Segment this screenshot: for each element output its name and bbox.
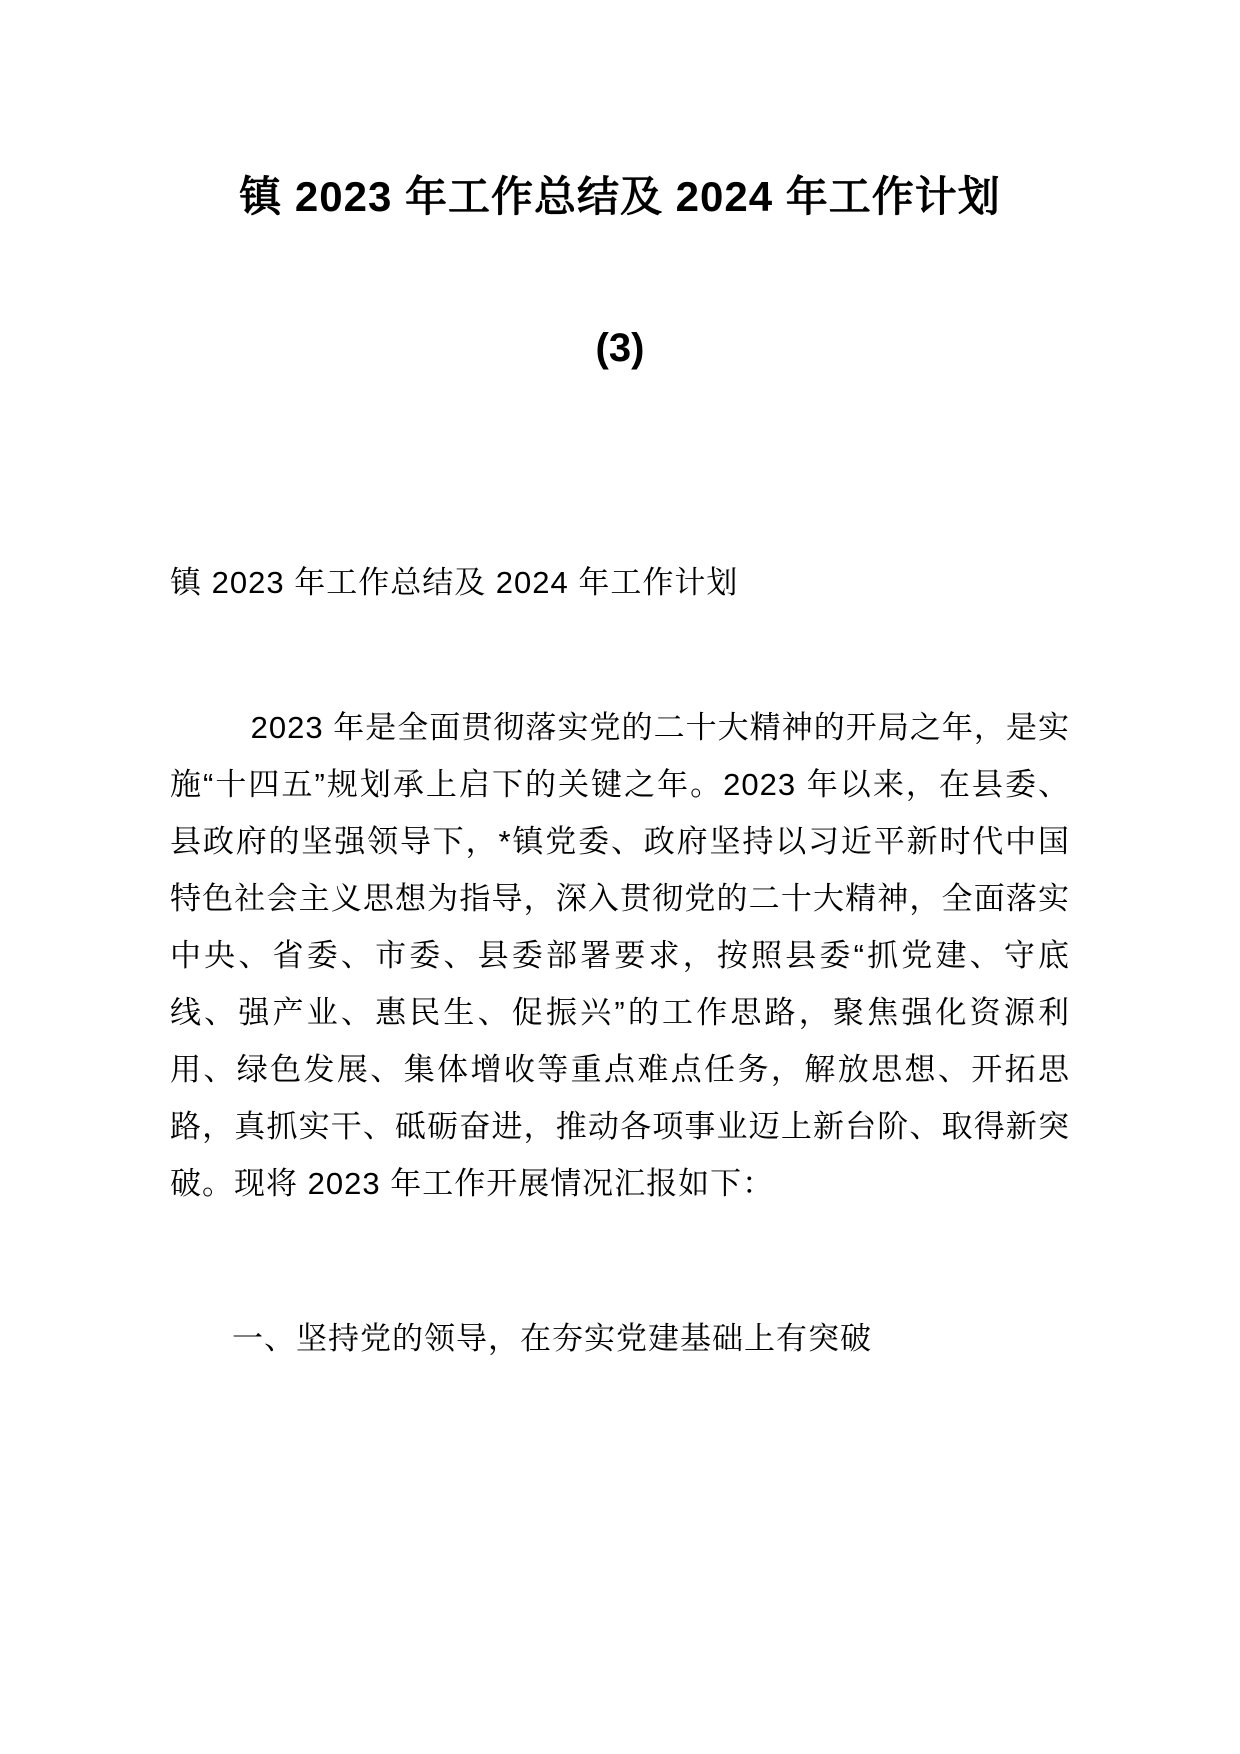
- body-heading: 镇 2023 年工作总结及 2024 年工作计划: [170, 565, 739, 601]
- paragraph-intro: 2023 年是全面贯彻落实党的二十大精神的开局之年，是实施“十四五”规划承上启下的关键之年。2023 年以来，在县委、县政府的坚强领导下，*镇党委、政府坚持以习近平新时代中国特色社会主义思想为指导，深入贯彻党的二十大精神，全面落实中央、省委、市委、县委部署要求，按照县委“抓党建、守底线、强产业、惠民生、促振兴”的工作思路，聚焦强化资源利用、绿色发展、集体增收等重点难点任务，解放思想、开拓思路，真抓实干、砥砺奋进，推动各项事业迈上新台阶、取得新突破。现将 2023 年工作开展情况汇报如下：: [170, 710, 1070, 1202]
- section-heading: 一、坚持党的领导，在夯实党建基础上有突破: [232, 1321, 872, 1357]
- document-title: 镇 2023 年工作总结及 2024 年工作计划: [239, 173, 1001, 220]
- document-subtitle: (3): [595, 326, 645, 371]
